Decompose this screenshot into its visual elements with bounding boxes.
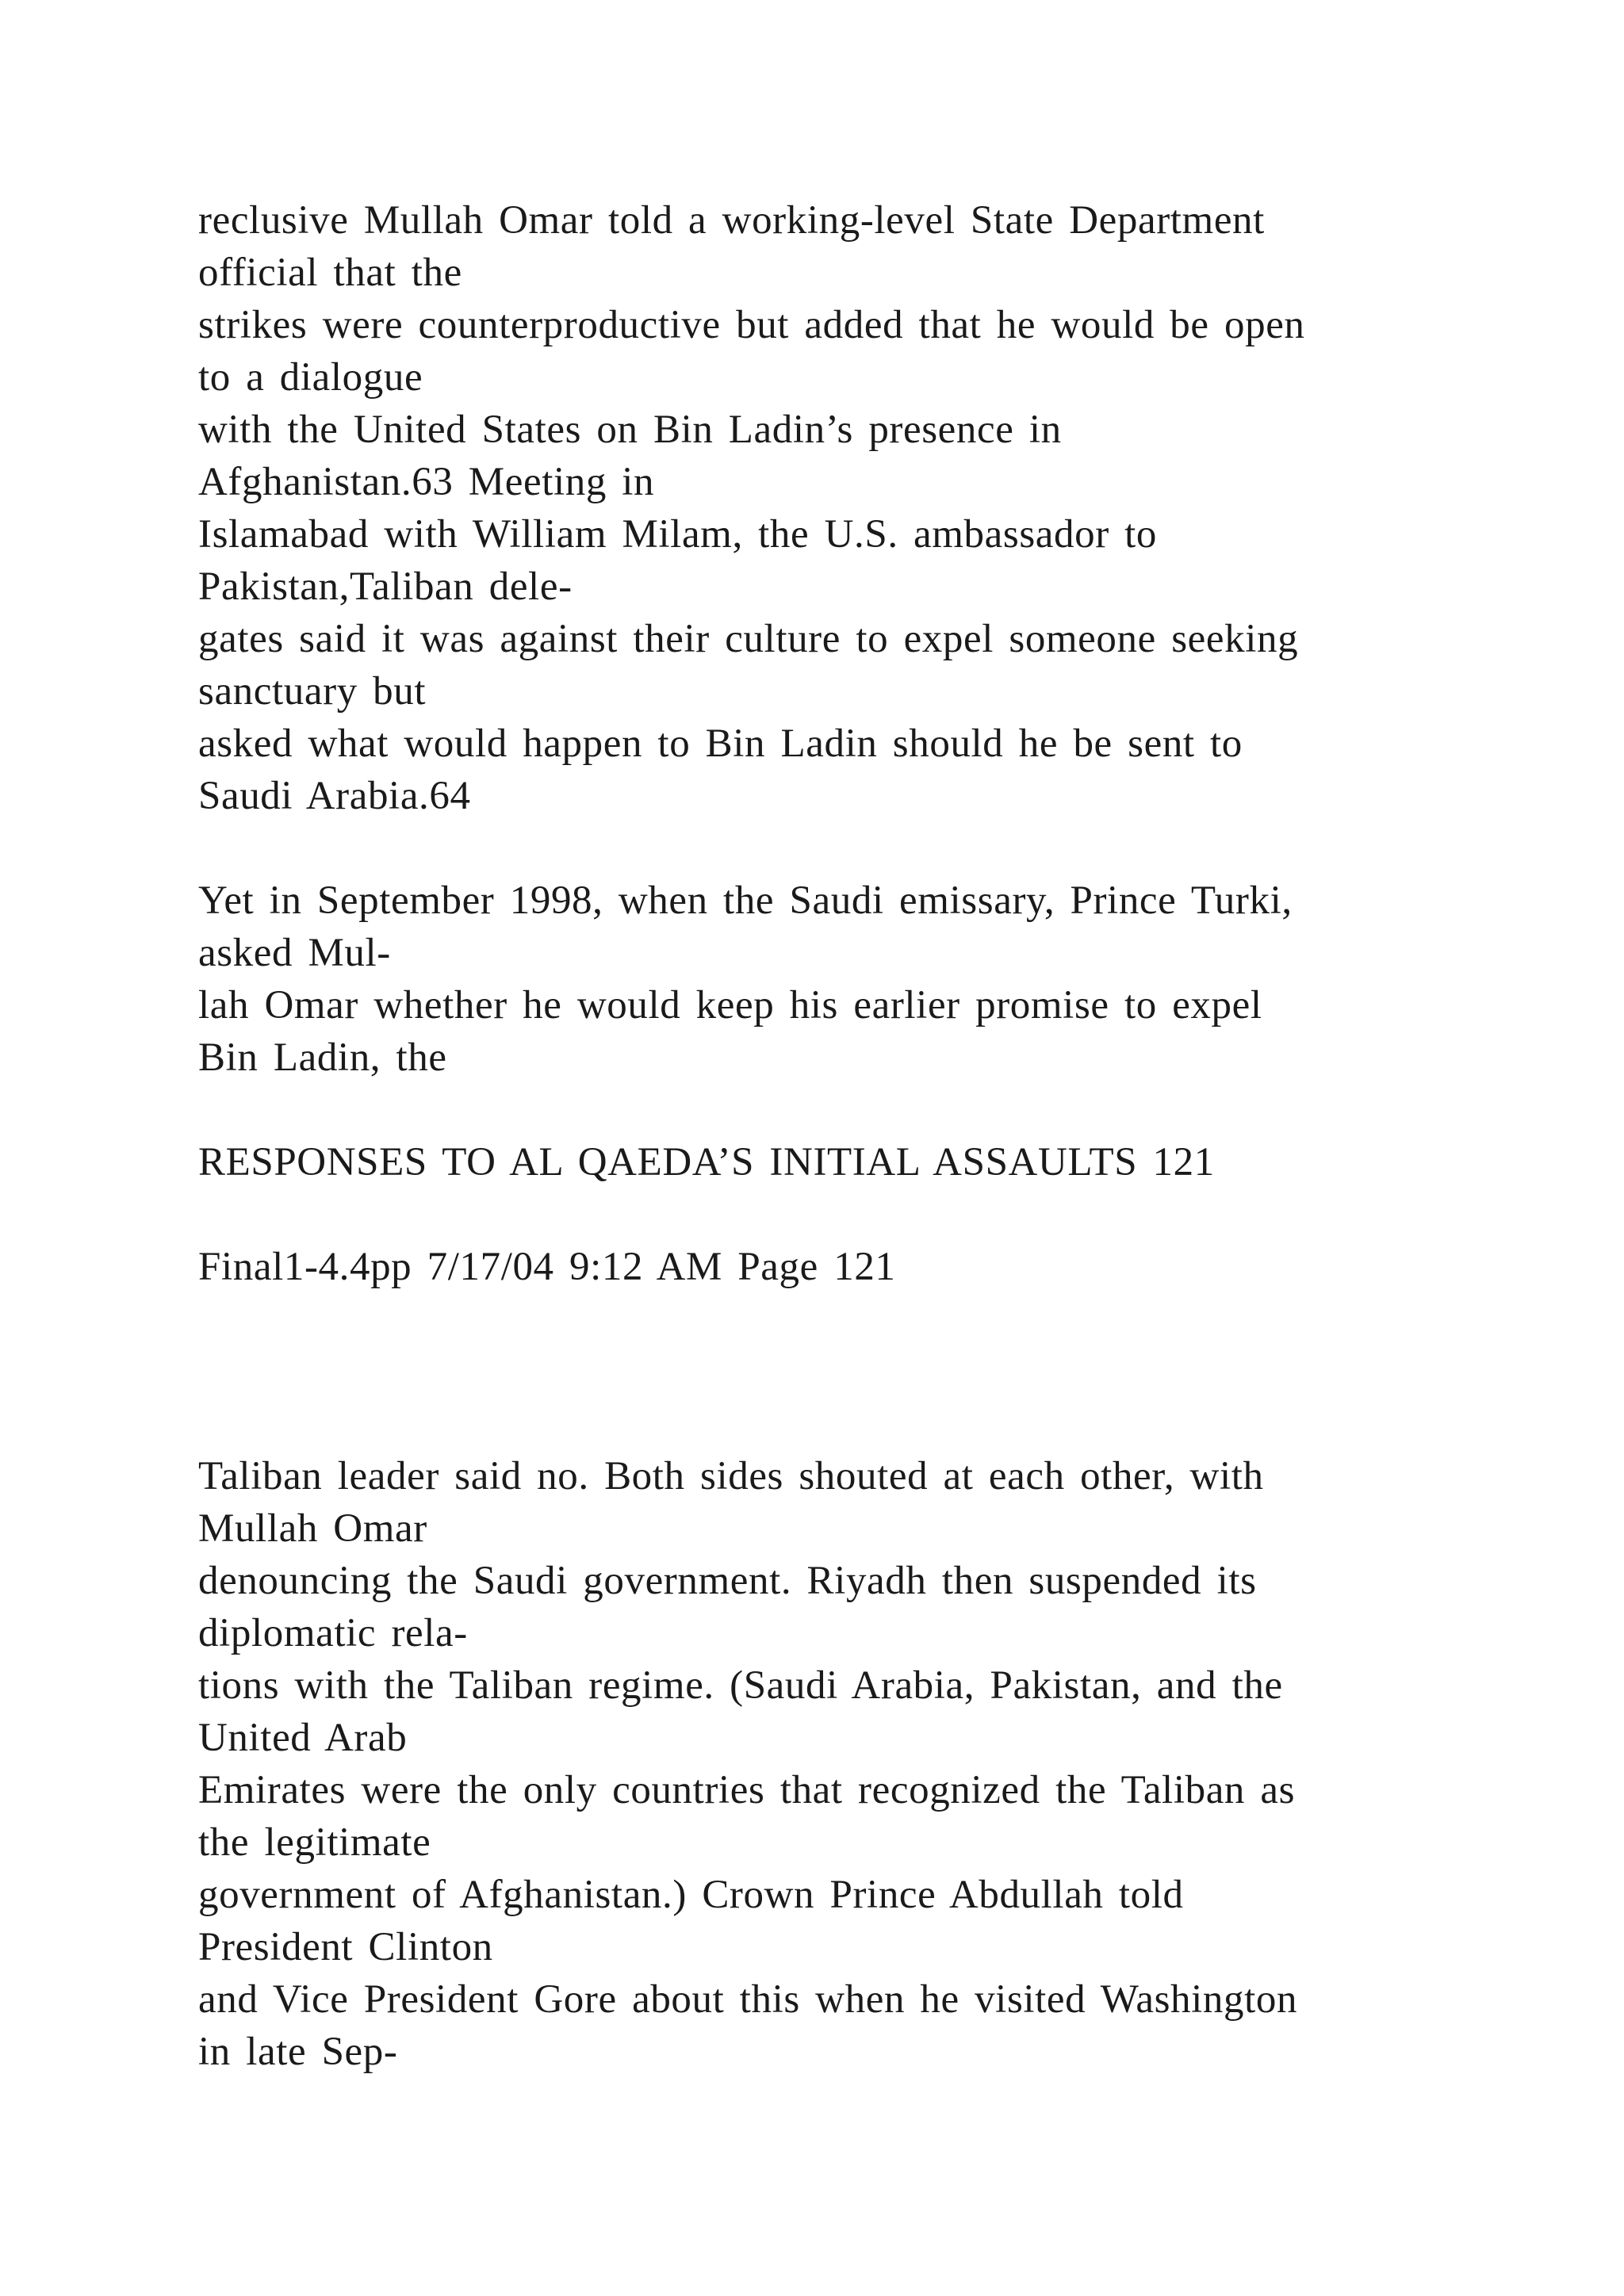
text-line: gates said it was against their culture to expel someone seeking (198, 617, 1299, 661)
text-line: and Vice President Gore about this when he visited Washington (198, 1977, 1298, 2022)
text-line: Mullah Omar (198, 1506, 427, 1551)
text-line: sanctuary but (198, 669, 427, 714)
text-line: Islamabad with William Milam, the U.S. ambassador to (198, 512, 1158, 557)
running-header: RESPONSES TO AL QAEDA’S INITIAL ASSAULTS 121 (198, 1140, 1215, 1184)
text-line: strikes were counterproductive but added that he would be open (198, 303, 1305, 347)
text-line: Taliban leader said no. Both sides shouted at each other, with (198, 1454, 1264, 1498)
text-line: the legitimate (198, 1820, 431, 1865)
text-line: asked what would happen to Bin Ladin should he be sent to (198, 721, 1243, 766)
text-line: Emirates were the only countries that recognized the Taliban as (198, 1768, 1296, 1812)
text-line: Saudi Arabia.64 (198, 774, 471, 818)
text-line: in late Sep- (198, 2030, 398, 2074)
text-line: Bin Ladin, the (198, 1035, 447, 1080)
text-line: reclusive Mullah Omar told a working-level State Department (198, 198, 1265, 243)
text-line: lah Omar whether he would keep his earlier promise to expel (198, 983, 1262, 1027)
text-line: official that the (198, 251, 462, 295)
text-line: Afghanistan.63 Meeting in (198, 460, 655, 504)
text-line: Pakistan,Taliban dele- (198, 564, 573, 609)
text-line: President Clinton (198, 1925, 493, 1969)
text-line: tions with the Taliban regime. (Saudi Arabia, Pakistan, and the (198, 1663, 1283, 1708)
text-line: asked Mul- (198, 931, 391, 975)
text-line: Yet in September 1998, when the Saudi emissary, Prince Turki, (198, 878, 1293, 923)
text-line: with the United States on Bin Ladin’s presence in (198, 408, 1062, 452)
file-stamp: Final1-4.4pp 7/17/04 9:12 AM Page 121 (198, 1245, 896, 1289)
text-line: to a dialogue (198, 355, 423, 400)
text-line: denouncing the Saudi government. Riyadh then suspended its (198, 1559, 1257, 1603)
text-line: government of Afghanistan.) Crown Prince Abdullah told (198, 1873, 1184, 1917)
text-line: diplomatic rela- (198, 1611, 468, 1655)
text-line: United Arab (198, 1716, 408, 1760)
